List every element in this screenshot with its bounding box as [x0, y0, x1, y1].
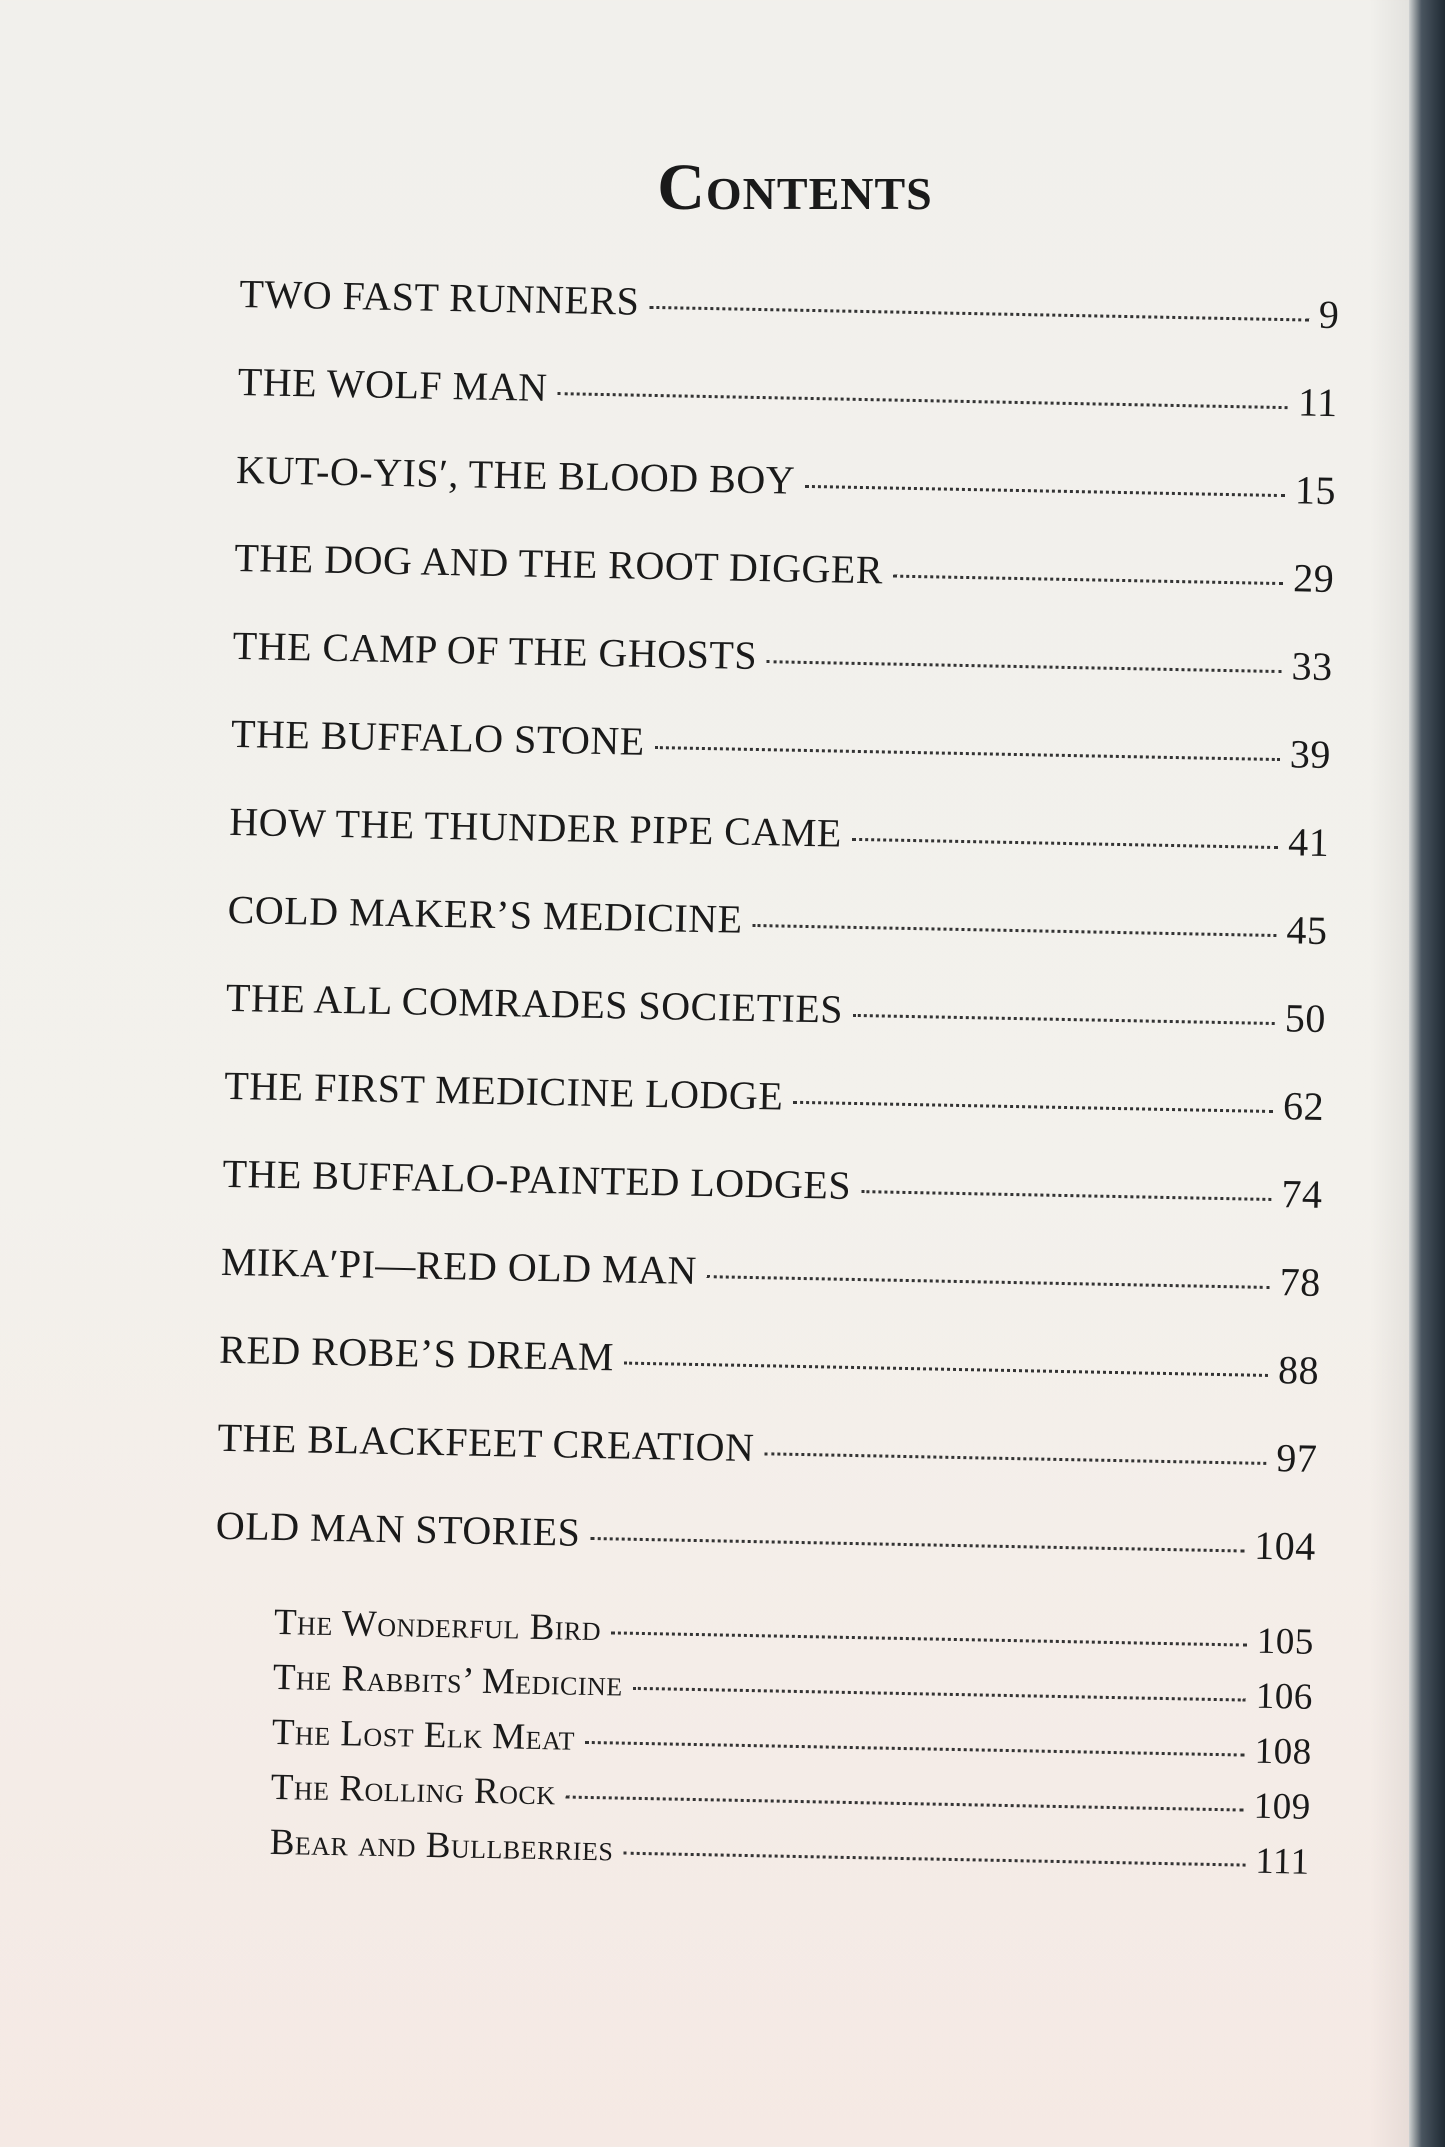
toc-subentry-title: The Rolling Rock — [270, 1766, 556, 1814]
dot-leader — [805, 485, 1285, 497]
toc-entry-title: RED ROBE’S DREAM — [218, 1326, 615, 1380]
dot-leader — [853, 1014, 1275, 1025]
dot-leader — [893, 575, 1283, 585]
dot-leader — [852, 838, 1278, 849]
toc-entry-page: 15 — [1294, 467, 1337, 514]
toc-entry-title: THE DOG AND THE ROOT DIGGER — [234, 534, 884, 593]
toc-subentry-title: Bear and Bullberries — [269, 1821, 614, 1870]
toc-entry-page: 50 — [1284, 995, 1327, 1041]
toc-subentry-page: 105 — [1256, 1620, 1315, 1663]
dot-leader — [611, 1631, 1247, 1646]
toc-entry-page: 41 — [1287, 819, 1330, 866]
page-title: Contents — [657, 151, 933, 224]
toc-entry-page: 88 — [1277, 1347, 1320, 1393]
dot-leader — [861, 1190, 1271, 1201]
dot-leader — [633, 1687, 1246, 1702]
dot-leader — [585, 1741, 1245, 1757]
toc-entry-page: 97 — [1275, 1435, 1318, 1481]
toc-subentry-title: The Rabbits’ Medicine — [272, 1656, 624, 1705]
toc-entry-title: THE CAMP OF THE GHOSTS — [232, 622, 758, 678]
toc-subentry-page: 106 — [1255, 1675, 1314, 1718]
book-edge — [1409, 0, 1445, 2147]
toc-entry-title: THE FIRST MEDICINE LODGE — [223, 1062, 784, 1119]
dot-leader — [590, 1537, 1244, 1553]
table-of-contents — [209, 270, 1340, 1896]
toc-subentry-page: 108 — [1254, 1730, 1313, 1773]
dot-leader — [752, 924, 1276, 937]
toc-entry-title: THE BUFFALO STONE — [230, 710, 646, 764]
toc-entry-title: COLD MAKER’S MEDICINE — [227, 886, 743, 942]
toc-subentry-title: The Wonderful Bird — [273, 1601, 602, 1650]
dot-leader — [649, 306, 1309, 322]
toc-entry-page: 45 — [1286, 907, 1328, 953]
toc-entry-title: THE WOLF MAN — [237, 358, 548, 410]
toc-entry-page: 33 — [1291, 643, 1334, 690]
dot-leader — [565, 1796, 1243, 1812]
toc-entry-title: THE ALL COMRADES SOCIETIES — [225, 974, 844, 1032]
toc-entry-page: 62 — [1282, 1083, 1325, 1129]
toc-entry-page: 39 — [1289, 731, 1332, 778]
toc-entry-page: 29 — [1292, 555, 1335, 602]
toc-entry-page: 104 — [1253, 1522, 1317, 1569]
toc-entry-title: OLD MAN STORIES — [215, 1502, 581, 1555]
dot-leader — [707, 1275, 1270, 1289]
toc-entry-title: MIKA′PI—RED OLD MAN — [220, 1238, 698, 1293]
toc-entry-title: THE BUFFALO-PAINTED LODGES — [222, 1150, 852, 1208]
toc-entry-page: 9 — [1318, 291, 1340, 338]
toc-entry-title: TWO FAST RUNNERS — [239, 270, 640, 324]
toc-subentry-page: 111 — [1254, 1840, 1311, 1883]
toc-entry-page: 78 — [1279, 1259, 1322, 1305]
toc-entry-title: KUT-O-YIS′, THE BLOOD BOY — [235, 446, 796, 503]
toc-subentry-title: The Lost Elk Meat — [271, 1711, 576, 1759]
toc-subentry-page: 109 — [1253, 1785, 1312, 1828]
dot-leader — [793, 1101, 1273, 1113]
page-gutter-shadow — [1369, 0, 1409, 2147]
dot-leader — [557, 392, 1288, 409]
dot-leader — [767, 660, 1282, 673]
toc-entry-title: HOW THE THUNDER PIPE CAME — [228, 798, 843, 856]
dot-leader — [655, 746, 1280, 761]
toc-entry-page: 11 — [1297, 379, 1339, 426]
dot-leader — [623, 1852, 1245, 1867]
toc-entry-page: 74 — [1281, 1171, 1323, 1217]
dot-leader — [764, 1452, 1266, 1465]
toc-entry-title: THE BLACKFEET CREATION — [217, 1414, 755, 1471]
dot-leader — [624, 1362, 1268, 1377]
